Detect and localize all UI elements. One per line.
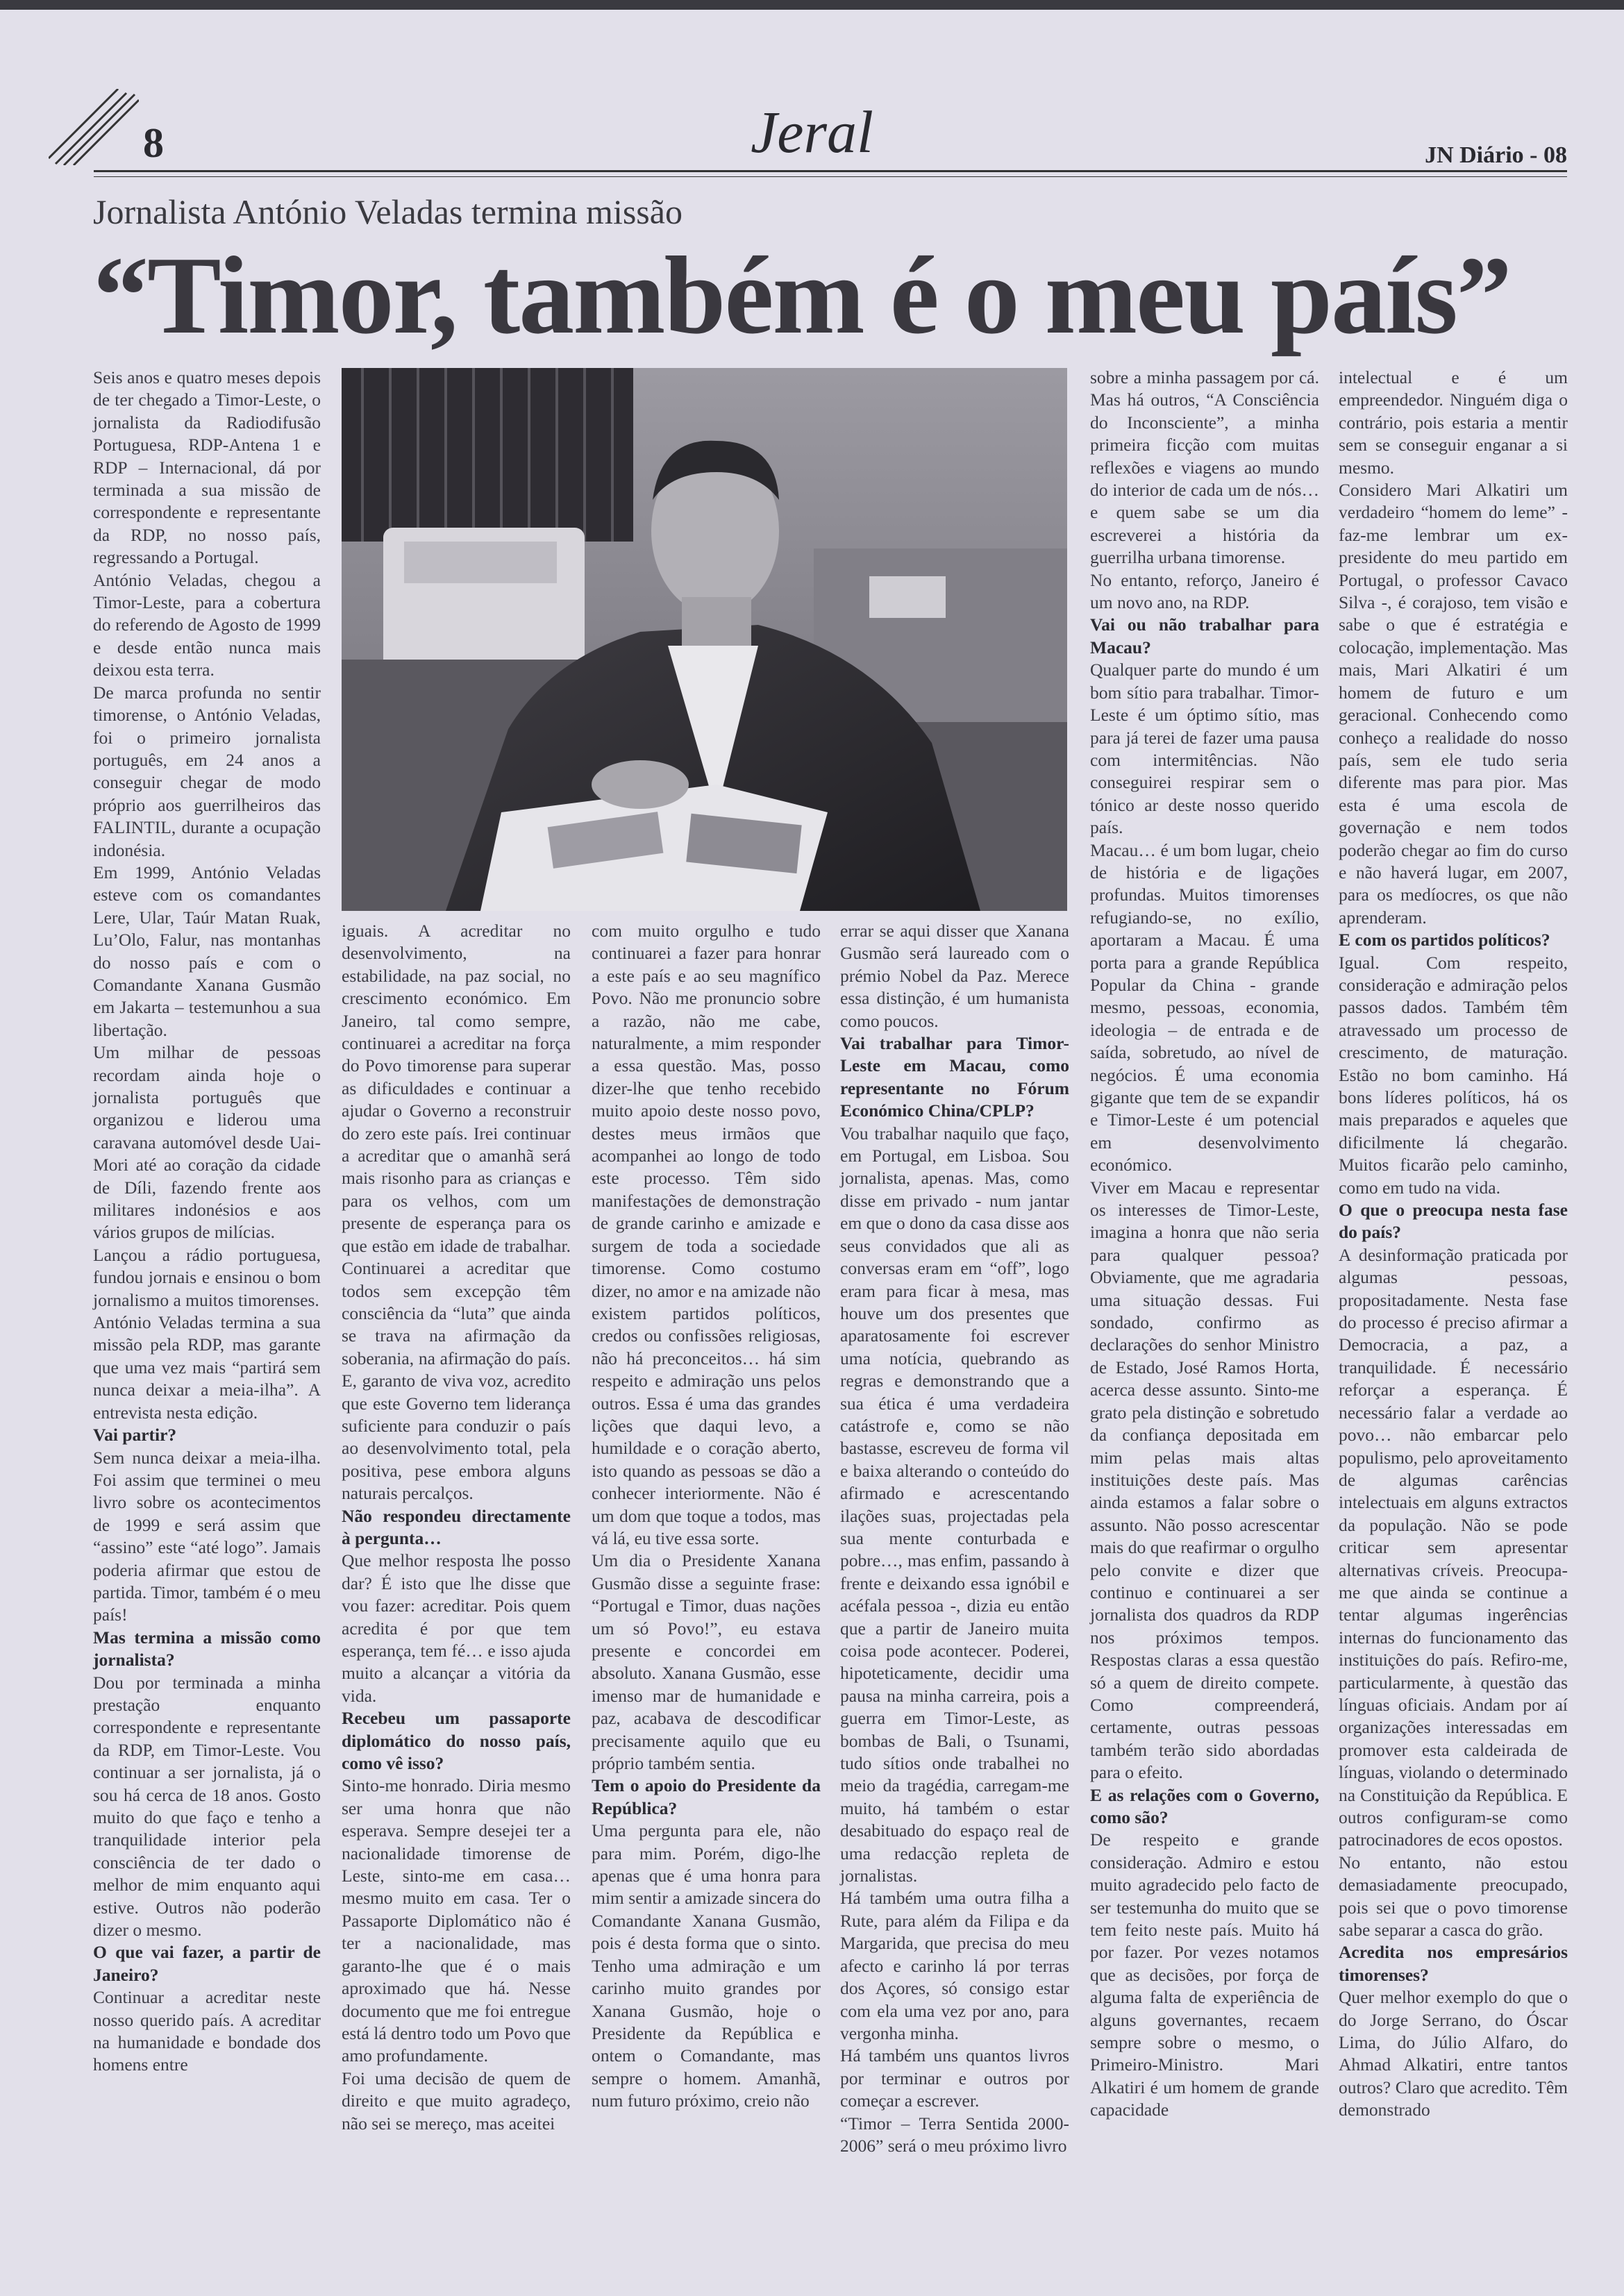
article-paragraph: iguais. A acreditar no desenvolvimento, na estabilidade, na paz social, no crescimento económico. Em Janeiro, tal como sempre, continuarei a acreditar na força do Povo timorense para superar as dificuldades e continuar a ajudar o Governo a reconstruir do zero este país. Irei continuar a acreditar que o amanhã será mais risonho para as crianças e para os velhos, com um presente de esperança para os que estão em idade de trabalhar. Continuarei a acreditar que todos sem excepção têm consciência da “luta” que ainda se trava na afirmação da soberania, na afirmação do país. E, garanto de viva voz, acredito que este Governo tem liderança suficiente para conduzir o país ao desenvolvimento total, pela positiva, pese embora alguns naturais percalços. — [342, 921, 571, 1504]
article-paragraph: Quer melhor exemplo do que o do Jorge Serrano, do Óscar Lima, do Júlio Alfaro, do Ahmad Alkatiri, entre tantos outros? Claro que acredito. Têm demonstrado — [1339, 1987, 1568, 2120]
interview-question: O que o preocupa nesta fase do país? — [1339, 1200, 1568, 1243]
interview-question: Acredita nos empresários timorenses? — [1339, 1942, 1568, 1985]
article-paragraph: No entanto, não estou demasiadamente preocupado, pois sei que o povo timorense sabe separar a casca do grão. — [1339, 1852, 1568, 1941]
article-paragraph: com muito orgulho e tudo continuarei a fazer para honrar a este país e ao seu magnífico Povo. Não me pronuncio sobre a razão, não me cabe, naturalmente, a mim responder a essa questão. Mas, posso dizer-lhe que tenho recebido muito apoio deste nosso povo, destes meus irmãos que acompanhei ao longo de todo este processo. Têm sido manifestações de demonstração de grande carinho e amizade e surgem de toda a sociedade timorense. Como costumo dizer, no amor e na amizade não existem partidos políticos, credos ou confissões religiosas, não há preconceitos… há sim respeito e admiração uns pelos outros. Essa é uma das grandes lições que daqui levo, a humildade e o coração aberto, isto quando as pessoas se dão a conhecer interiormente. Não é um dom que toque a todos, mas vá lá, eu tive essa sorte. — [592, 921, 821, 1548]
article-paragraph: Há também uns quantos livros por terminar e outros por começar a escrever. — [840, 2045, 1069, 2111]
article-paragraph: sobre a minha passagem por cá. Mas há outros, “A Consciência do Inconsciente”, a minha primeira ficção com muitas reflexões e viagens ao mundo do interior de cada um de nós… e quem sabe se um dia escreverei a história da guerrilha urbana timorense. — [1090, 367, 1319, 568]
article-paragraph: Há também uma outra filha a Rute, para além da Filipa e da Margarida, que precisa do meu afecto e carinho lá por terras dos Açores, só consigo estar com ela uma vez por ano, para vergonha minha. — [840, 1888, 1069, 2043]
article-photo — [342, 368, 1067, 911]
article-paragraph: Igual. Com respeito, consideração e admiração pelos passos dados. Também têm atravessado um processo de crescimento, de maturação. Estão no bom caminho. Há bons líderes políticos, há os mais preparados e aqueles que dificilmente lá chegarão. Muitos ficarão pelo caminho, como em tudo na vida. — [1339, 952, 1568, 1198]
interview-question: Recebeu um passaporte diplomático do nosso país, como vê isso? — [342, 1708, 571, 1774]
article-paragraph: No entanto, reforço, Janeiro é um novo ano, na RDP. — [1090, 569, 1319, 613]
article-paragraph: intelectual e é um empreendedor. Ninguém diga o contrário, pois estaria a mentir sem se conseguir enganar a si mesmo. — [1339, 367, 1568, 478]
article-paragraph: Uma pergunta para ele, não para mim. Porém, digo-lhe apenas que é uma honra para mim sentir a amizade sincera do Comandante Xanana Gusmão, pois é desta forma que o sinto. Tenho uma admiração e um carinho muito grandes por Xanana Gusmão, hoje o Presidente da República e ontem o Comandante, mas sempre o homem. Amanhã, num futuro próximo, creio não — [592, 1820, 821, 2111]
article-paragraph: De respeito e grande consideração. Admiro e estou muito agradecido pelo facto de ser testemunha do muito que se tem feito neste país. Muito há por fazer. Por vezes notamos que as decisões, por força de alguma falta de experiência de alguns governantes, recaem sempre sobre o mesmo, o Primeiro-Ministro. Mari Alkatiri é um homem de grande capacidade — [1090, 1829, 1319, 2120]
article-paragraph: Que melhor resposta lhe posso dar? É isto que lhe disse que vou fazer: acreditar. Pois quem acredita é por que tem esperança, tem fé… e isso ajuda muito a alcançar a vitória da vida. — [342, 1550, 571, 1706]
article-column-6 — [1339, 367, 1568, 2122]
article-paragraph: De marca profunda no sentir timorense, o António Veladas, foi o primeiro jornalista português, em 24 anos a conseguir chegar de modo próprio aos guerrilheiros das FALINTIL, durante a ocupação indonésia. — [93, 682, 321, 860]
article-paragraph: Um dia o Presidente Xanana Gusmão disse a seguinte frase: “Portugal e Timor, duas nações um só Povo!”, eu estava presente e concordei em absoluto. Xanana Gusmão, esse imenso mar de humanidade e paz, acabava de descodificar precisamente aquilo que eu próprio também sentia. — [592, 1550, 821, 1774]
article-paragraph: Vou trabalhar naquilo que faço, em Portugal, em Lisboa. Sou jornalista, apenas. Mas, como disse em privado - num jantar em que o dono da casa disse aos seus convidados que ali as conversas eram em “off”, logo eram para ficar à mesa, mas houve um dos presentes que aparatosamente foi escrever uma notícia, quebrando as regras e demonstrando que a sua ética é uma verdadeira catástrofe e, como se não bastasse, escreveu de forma vil e baixa alterando o conteúdo do afirmado e acrescentando ilações suas, projectadas pela sua mente conturbada e pobre…, mas enfim, passando à frente e deixando essa ignóbil e acéfala pessoa -, dizia eu então que a partir de Janeiro muita coisa pode acontecer. Poderei, hipoteticamente, decidir uma pausa na minha carreira, pois a guerra em Timor-Leste, as bombas de Bali, o Tsunami, tudo sítios onde trabalhei no meio da tragédia, carregam-me muito, há também o estar desabituado do espaço real de uma redacção repleta de jornalistas. — [840, 1123, 1069, 1886]
article-paragraph: Considero Mari Alkatiri um verdadeiro “homem do leme” - faz-me lembrar um ex-presidente do meu partido em Portugal, o professor Cavaco Silva -, é corajoso, tem visão e sabe o que é estratégia e colocação, implementação. Mas mais, Mari Alkatiri é um homem de futuro e um geracional. Conhecendo como conheço a realidade do nosso país, sem ele tudo seria diferente mas para pior. Mas esta é uma escola de governação e nem todos poderão chegar ao fim do curso e não haverá lugar, em 2007, para os medíocres, os que não aprenderam. — [1339, 480, 1568, 928]
article-paragraph: Foi uma decisão de quem de direito e que muito agradeço, não sei se mereço, mas aceitei — [342, 2068, 571, 2134]
article-column-3 — [592, 920, 821, 2113]
page-number: 8 — [143, 120, 164, 166]
header-rule-thin — [94, 176, 1567, 177]
article-paragraph: António Veladas, chegou a Timor-Leste, para a cobertura do referendo de Agosto de 1999 e desde então nunca mais deixou esta terra. — [93, 569, 321, 680]
article-paragraph: Continuar a acreditar neste nosso querido país. A acreditar na humanidade e bondade dos homens entre — [93, 1987, 321, 2075]
interview-question: Vai trabalhar para Timor-Leste em Macau, como representante no Fórum Económico China/CPLP? — [840, 1033, 1069, 1121]
article-paragraph: A desinformação praticada por algumas pessoas, propositadamente. Nesta fase do processo é preciso afirmar a Democracia, a paz, a tranquilidade. É necessário reforçar a esperança. É necessário falar a verdade ao povo… não embarcar pelo populismo, pelo aproveitamento de algumas carências intelectuais em alguns extractos da população. Não se pode criticar sem apresentar alternativas críveis. Preocupa-me que ainda se continue a tentar algumas ingerências internas do funcionamento das instituições do país. Refiro-me, particularmente, à questão das línguas oficiais. Andam por aí organizações interessadas em promover esta caldeirada de línguas, violando o determinado na Constituição da República. E outros configuram-se como patrocinadores de ecos opostos. — [1339, 1244, 1568, 1850]
interview-question: Tem o apoio do Presidente da República? — [592, 1775, 821, 1818]
article-paragraph: Dou por terminada a minha prestação enquanto correspondente e representante da RDP, em Timor-Leste. Vou continuar a ser jornalista, já o sou há cerca de 18 anos. Gosto muito do que faço e tenho a tranquilidade interior pela consciência de ter dado o melhor de mim enquanto aqui estive. Outros não poderão dizer o mesmo. — [93, 1672, 321, 1941]
interview-question: E as relações com o Governo, como são? — [1090, 1784, 1319, 1827]
article-paragraph: Lançou a rádio portuguesa, fundou jornais e ensinou o bom jornalismo a muitos timorenses. — [93, 1244, 321, 1310]
article-paragraph: errar se aqui disser que Xanana Gusmão será laureado com o prémio Nobel da Paz. Merece essa distinção, é um humanista como poucos. — [840, 921, 1069, 1031]
article-paragraph: Sinto-me honrado. Diria mesmo ser uma honra que não esperava. Sempre desejei ter a nacionalidade timorense de Leste, sinto-me em casa… mesmo muito em casa. Ter o Passaporte Diplomático não é ter a nacionalidade, mas garanto-lhe que é o mais aproximado que há. Nesse documento que me foi entregue está lá dentro todo um Povo que amo profundamente. — [342, 1775, 571, 2066]
page-top-border — [0, 0, 1624, 10]
interview-question: Vai partir? — [93, 1425, 177, 1446]
article-column-4 — [840, 920, 1069, 2157]
article-headline: “Timor, também é o meu país” — [93, 233, 1511, 357]
article-paragraph: Qualquer parte do mundo é um bom sítio para trabalhar. Timor-Leste é um óptimo sítio, mas para já terei de fazer uma pausa com intermitências. Não conseguirei respirar sem o tónico ar deste nosso querido país. — [1090, 660, 1319, 838]
article-column-5 — [1090, 367, 1319, 2122]
article-kicker: Jornalista António Veladas termina missão — [93, 192, 683, 231]
article-paragraph: “Timor – Terra Sentida 2000-2006” será o meu próximo livro — [840, 2113, 1069, 2156]
article-paragraph: Seis anos e quatro meses depois de ter chegado a Timor-Leste, o jornalista da Radiodifusão Portuguesa, RDP-Antena 1 e RDP – Internacional, dá por terminada a sua missão de correspondente e representante da RDP, no nosso país, regressando a Portugal. — [93, 367, 321, 568]
publication-name: JN Diário - 08 — [1425, 142, 1567, 168]
interview-question: Não respondeu directamente à pergunta… — [342, 1505, 571, 1548]
header-rule — [94, 170, 1567, 172]
article-paragraph: Em 1999, António Veladas esteve com os comandantes Lere, Ular, Taúr Matan Ruak, Lu’Olo, Falur, nas montanhas do nosso país e com o Comandante Xanana Gusmão em Jakarta – testemunhou a sua libertação. — [93, 862, 321, 1040]
interview-question: E com os partidos políticos? — [1339, 930, 1550, 950]
interview-question: O que vai fazer, a partir de Janeiro? — [93, 1942, 321, 1985]
article-paragraph: Viver em Macau e representar os interesses de Timor-Leste, imagina a honra que não seria para qualquer pessoa? Obviamente, que me agradaria uma situação dessas. Fui sondado, confirmo as declarações do senhor Ministro de Estado, José Ramos Horta, acerca desse assunto. Sinto-me grato pela distinção e sobretudo da confiança depositada em mim pelas mais altas instituições deste país. Mas ainda estamos a falar sobre o assunto. Não posso acrescentar mais do que reafirmar o orgulho pelo convite e dizer que continuo e continuarei a ser jornalista dos quadros da RDP nos próximos tempos. Respostas claras a essa questão só a quem de direito compete. Como compreenderá, certamente, outras pessoas também terão sido abordadas para o efeito. — [1090, 1177, 1319, 1783]
article-column-1 — [93, 367, 321, 2077]
section-title: Jeral — [751, 99, 873, 165]
article-paragraph: António Veladas termina a sua missão pela RDP, mas garante que uma vez mais “partirá sem nunca deixar a meia-ilha”. A entrevista nesta edição. — [93, 1312, 321, 1423]
article-paragraph: Sem nunca deixar a meia-ilha. Foi assim que terminei o meu livro sobre os acontecimentos de 1999 e será assim que “assino” este “até logo”. Jamais poderia afirmar que estou de partida. Timor, também é o meu país! — [93, 1447, 321, 1625]
article-paragraph: Macau… é um bom lugar, cheio de história e de ligações profundas. Muitos timorenses refugiando-se, no exílio, aportaram a Macau. É uma porta para a grande República Popular da China - grande mesmo, pessoas, economia, ideologia – de entrada e de saída, sobretudo, ao nível de negócios. É uma economia gigante que tem de se expandir e Timor-Leste é um potencial em desenvolvimento económico. — [1090, 839, 1319, 1175]
article-paragraph: Um milhar de pessoas recordam ainda hoje o jornalista português que organizou e liderou uma caravana automóvel desde Uai-Mori até ao coração da cidade de Díli, fazendo frente aos militares indonésios e aos vários grupos de milícias. — [93, 1042, 321, 1243]
article-column-2 — [342, 920, 571, 2135]
interview-question: Vai ou não trabalhar para Macau? — [1090, 614, 1319, 657]
interview-question: Mas termina a missão como jornalista? — [93, 1627, 321, 1670]
